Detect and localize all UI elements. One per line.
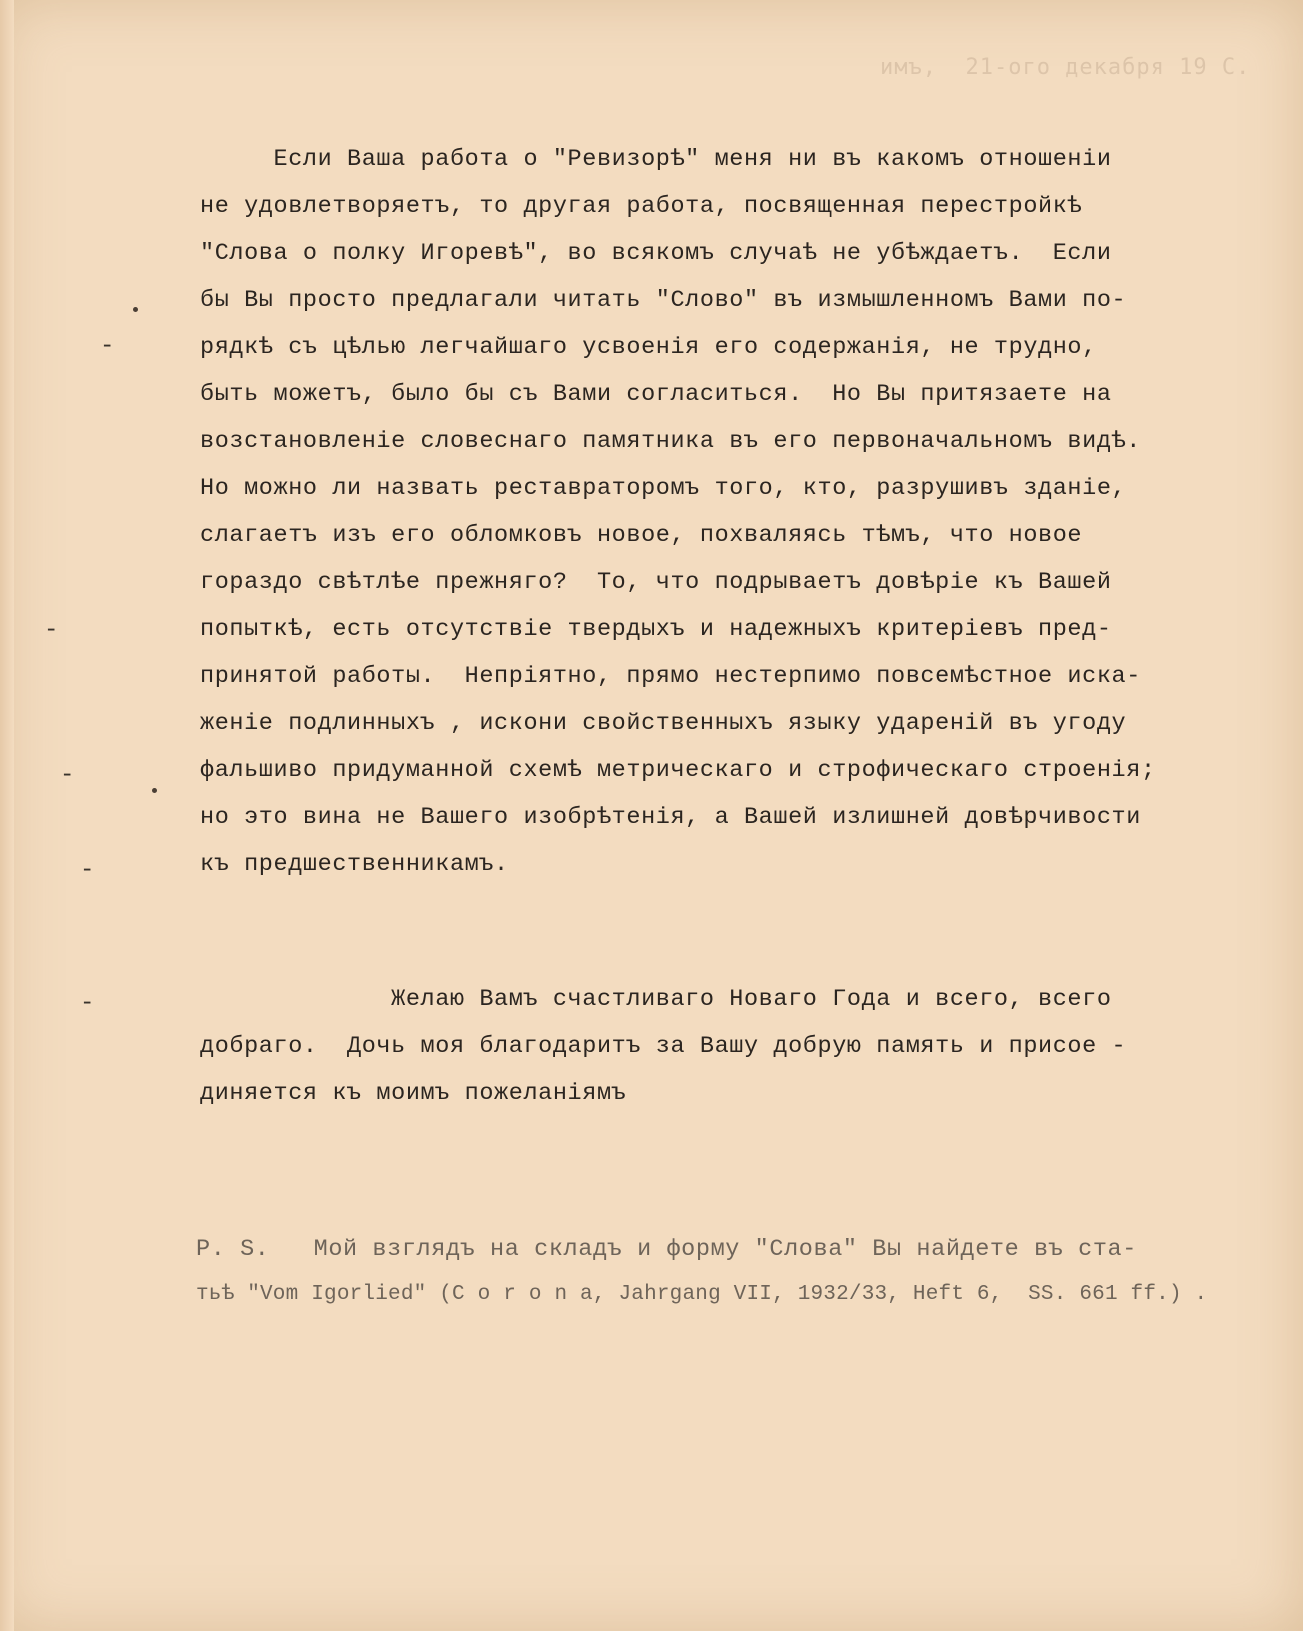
- body-line: принятой работы. Непріятно, прямо нестерпимо повсемѣстное иска-: [200, 663, 1141, 690]
- body-line: Но можно ли назвать реставраторомъ того, кто, разрушивъ зданіе,: [200, 475, 1127, 502]
- body-line: не удовлетворяетъ, то другая работа, посвященная перестройкѣ: [200, 193, 1083, 220]
- closing-line: диняется къ моимъ пожеланіямъ: [200, 1080, 627, 1107]
- postscript-line: Р. S. Мой взглядъ на складъ и форму "Слова" Вы найдете въ ста-: [196, 1236, 1137, 1263]
- postscript-line: тьѣ "Vom Igorlied" (C o r o n a, Jahrgang VII, 1932/33, Heft 6, SS. 661 ff.) .: [196, 1283, 1208, 1306]
- body-line: "Слова о полку Игоревѣ", во всякомъ случаѣ не убѣждаетъ. Если: [200, 240, 1112, 267]
- margin-mark: -: [80, 857, 95, 884]
- margin-mark: -: [100, 333, 115, 360]
- body-line: фальшиво придуманной схемѣ метрическаго и строфическаго строенія;: [200, 757, 1156, 784]
- margin-mark: -: [44, 617, 59, 644]
- closing-line: Желаю Вамъ счастливаго Новаго Года и всего, всего: [200, 986, 1112, 1013]
- body-line: бы Вы просто предлагали читать "Слово" въ измышленномъ Вами по-: [200, 287, 1127, 314]
- body-line: Если Ваша работа о "Ревизорѣ" меня ни въ какомъ отношеніи: [200, 146, 1112, 173]
- margin-mark: -: [80, 990, 95, 1017]
- margin-dot: [133, 307, 138, 312]
- bleed-through-date: имъ, 21-ого декабря 19 С.: [880, 55, 1251, 80]
- body-line: къ предшественникамъ.: [200, 851, 509, 878]
- body-line: но это вина не Вашего изобрѣтенія, а Вашей излишней довѣрчивости: [200, 804, 1141, 831]
- body-line: попыткѣ, есть отсутствіе твердыхъ и надежныхъ критеріевъ пред-: [200, 616, 1112, 643]
- margin-dot: [152, 788, 157, 793]
- body-line: женіе подлинныхъ , искони свойственныхъ языку удареній въ угоду: [200, 710, 1127, 737]
- margin-mark: -: [60, 762, 75, 789]
- body-line: рядкѣ съ цѣлью легчайшаго усвоенія его содержанія, не трудно,: [200, 334, 1097, 361]
- body-line: быть можетъ, было бы съ Вами согласиться. Но Вы притязаете на: [200, 381, 1112, 408]
- body-line: возстановленіе словеснаго памятника въ его первоначальномъ видѣ.: [200, 428, 1141, 455]
- body-line: гораздо свѣтлѣе прежняго? То, что подрываетъ довѣріе къ Вашей: [200, 569, 1112, 596]
- body-line: слагаетъ изъ его обломковъ новое, похваляясь тѣмъ, что новое: [200, 522, 1083, 549]
- closing-line: добраго. Дочь моя благодаритъ за Вашу добрую память и присое -: [200, 1033, 1127, 1060]
- paper-edge: [0, 0, 14, 1631]
